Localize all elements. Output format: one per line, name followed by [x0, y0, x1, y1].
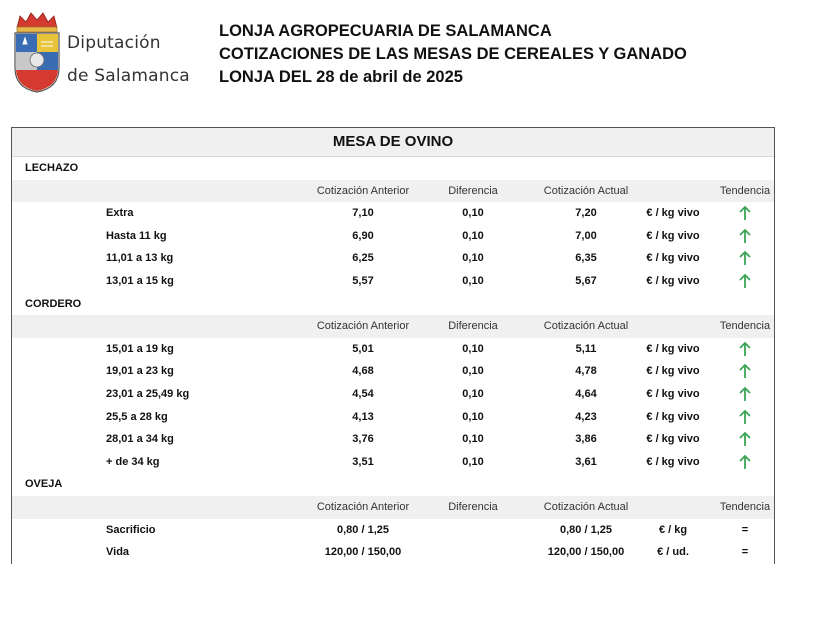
price-diferencia: 0,10: [462, 455, 484, 468]
document-header: [219, 20, 687, 89]
table-row: [12, 360, 774, 383]
row-category: Extra: [106, 207, 134, 220]
price-unit: € / ud.: [657, 546, 689, 559]
column-header-anterior: Cotización Anterior: [316, 500, 410, 513]
price-diferencia: 0,10: [462, 342, 484, 355]
row-category: 11,01 a 13 kg: [106, 252, 174, 265]
column-header-actual: Cotización Actual: [543, 500, 629, 513]
up-arrow-icon: [739, 228, 751, 244]
price-diferencia: 0,10: [462, 387, 484, 400]
ovino-price-table: [11, 127, 775, 564]
table-row: [12, 338, 774, 361]
price-unit: € / kg vivo: [646, 365, 700, 378]
price-actual: 5,11: [575, 342, 597, 355]
price-unit: € / kg vivo: [646, 433, 700, 446]
up-arrow-icon: [739, 205, 751, 221]
up-arrow-icon: [739, 409, 751, 425]
column-header-diferencia: Diferencia: [448, 320, 498, 333]
header-line2: COTIZACIONES DE LAS MESAS DE CEREALES Y GANADO: [219, 45, 687, 63]
section-header-row: [12, 157, 774, 180]
price-diferencia: 0,10: [462, 229, 484, 242]
price-anterior: 4,13: [352, 410, 374, 423]
price-unit: € / kg: [658, 523, 688, 536]
row-category: 28,01 a 34 kg: [106, 433, 174, 446]
table-row: [12, 225, 774, 248]
column-header-row: [12, 180, 774, 203]
price-anterior: 3,51: [352, 455, 374, 468]
section-header-row: [12, 293, 774, 316]
price-diferencia: 0,10: [462, 252, 484, 265]
price-diferencia: 0,10: [462, 274, 484, 287]
table-row: [12, 270, 774, 293]
row-category: 19,01 a 23 kg: [106, 365, 174, 378]
trend-equal-sign: =: [741, 546, 749, 559]
trend-cell: [705, 270, 785, 293]
up-arrow-icon: [739, 341, 751, 357]
table-row: [12, 428, 774, 451]
logo-text-line1: Diputación: [67, 33, 161, 53]
trend-cell: [705, 541, 785, 564]
price-actual: 4,23: [575, 410, 597, 423]
diputacion-logo: [11, 8, 191, 96]
row-category: 23,01 a 25,49 kg: [106, 387, 190, 400]
column-header-anterior: Cotización Anterior: [316, 184, 410, 197]
price-unit: € / kg vivo: [646, 252, 700, 265]
section-name: OVEJA: [25, 478, 63, 491]
up-arrow-icon: [739, 454, 751, 470]
trend-cell: [705, 360, 785, 383]
column-header-anterior: Cotización Anterior: [316, 320, 410, 333]
price-anterior: 4,68: [352, 365, 374, 378]
up-arrow-icon: [739, 250, 751, 266]
trend-cell: [705, 519, 785, 542]
row-category: Sacrificio: [106, 523, 156, 536]
price-actual: 7,20: [575, 207, 597, 220]
section-name: LECHAZO: [25, 162, 79, 174]
trend-cell: [705, 247, 785, 270]
trend-cell: [705, 338, 785, 361]
table-body: [12, 157, 774, 564]
price-anterior: 5,57: [352, 274, 374, 287]
price-actual: 120,00 / 150,00: [547, 546, 625, 559]
price-actual: 4,64: [575, 387, 597, 400]
price-actual: 3,61: [575, 455, 597, 468]
trend-cell: [705, 451, 785, 474]
header-line1: LONJA AGROPECUARIA DE SALAMANCA: [219, 22, 552, 40]
price-diferencia: 0,10: [462, 433, 484, 446]
row-category: Hasta 11 kg: [106, 229, 167, 242]
trend-cell: [705, 202, 785, 225]
column-header-diferencia: Diferencia: [448, 500, 498, 513]
table-title: MESA DE OVINO: [12, 128, 774, 157]
price-diferencia: 0,10: [462, 207, 484, 220]
price-unit: € / kg vivo: [646, 455, 700, 468]
up-arrow-icon: [739, 431, 751, 447]
column-header-tendencia: Tendencia: [719, 320, 771, 333]
price-actual: 4,78: [575, 365, 597, 378]
price-unit: € / kg vivo: [646, 387, 700, 400]
trend-cell: [705, 225, 785, 248]
row-category: + de 34 kg: [106, 455, 160, 468]
table-row: [12, 451, 774, 474]
trend-cell: [705, 383, 785, 406]
column-header-row: [12, 496, 774, 519]
price-anterior: 5,01: [352, 342, 374, 355]
row-category: 15,01 a 19 kg: [106, 342, 174, 355]
row-category: 25,5 a 28 kg: [106, 410, 168, 423]
price-anterior: 4,54: [352, 387, 374, 400]
up-arrow-icon: [739, 273, 751, 289]
price-actual: 0,80 / 1,25: [560, 523, 612, 536]
column-header-tendencia: Tendencia: [719, 184, 771, 197]
price-anterior: 120,00 / 150,00: [324, 546, 402, 559]
trend-cell: [705, 428, 785, 451]
header-line3: LONJA DEL 28 de abril de 2025: [219, 68, 463, 86]
trend-cell: [705, 406, 785, 429]
price-diferencia: 0,10: [462, 410, 484, 423]
table-row: [12, 541, 774, 564]
table-row: [12, 383, 774, 406]
section-header-row: [12, 473, 774, 496]
column-header-row: [12, 315, 774, 338]
up-arrow-icon: [739, 363, 751, 379]
up-arrow-icon: [739, 386, 751, 402]
price-anterior: 6,90: [352, 229, 374, 242]
row-category: 13,01 a 15 kg: [106, 274, 174, 287]
table-row: [12, 406, 774, 429]
table-row: [12, 202, 774, 225]
price-unit: € / kg vivo: [646, 410, 700, 423]
price-actual: 7,00: [575, 229, 597, 242]
logo-text-line2: de Salamanca: [67, 66, 190, 86]
column-header-actual: Cotización Actual: [543, 320, 629, 333]
price-unit: € / kg vivo: [646, 342, 700, 355]
coat-of-arms-icon: [11, 8, 63, 94]
price-diferencia: 0,10: [462, 365, 484, 378]
section-name: CORDERO: [25, 297, 82, 310]
price-actual: 3,86: [575, 433, 597, 446]
table-row: [12, 247, 774, 270]
column-header-actual: Cotización Actual: [543, 184, 629, 197]
row-category: Vida: [106, 546, 130, 559]
trend-equal-sign: =: [741, 523, 749, 536]
price-anterior: 6,25: [352, 252, 374, 265]
price-unit: € / kg vivo: [646, 274, 700, 287]
price-anterior: 3,76: [352, 433, 374, 446]
price-actual: 6,35: [575, 252, 597, 265]
price-unit: € / kg vivo: [646, 229, 700, 242]
price-actual: 5,67: [575, 274, 597, 287]
column-header-tendencia: Tendencia: [719, 500, 771, 513]
column-header-diferencia: Diferencia: [448, 184, 498, 197]
price-anterior: 7,10: [352, 207, 374, 220]
price-anterior: 0,80 / 1,25: [337, 523, 389, 536]
price-unit: € / kg vivo: [646, 207, 700, 220]
table-row: [12, 519, 774, 542]
